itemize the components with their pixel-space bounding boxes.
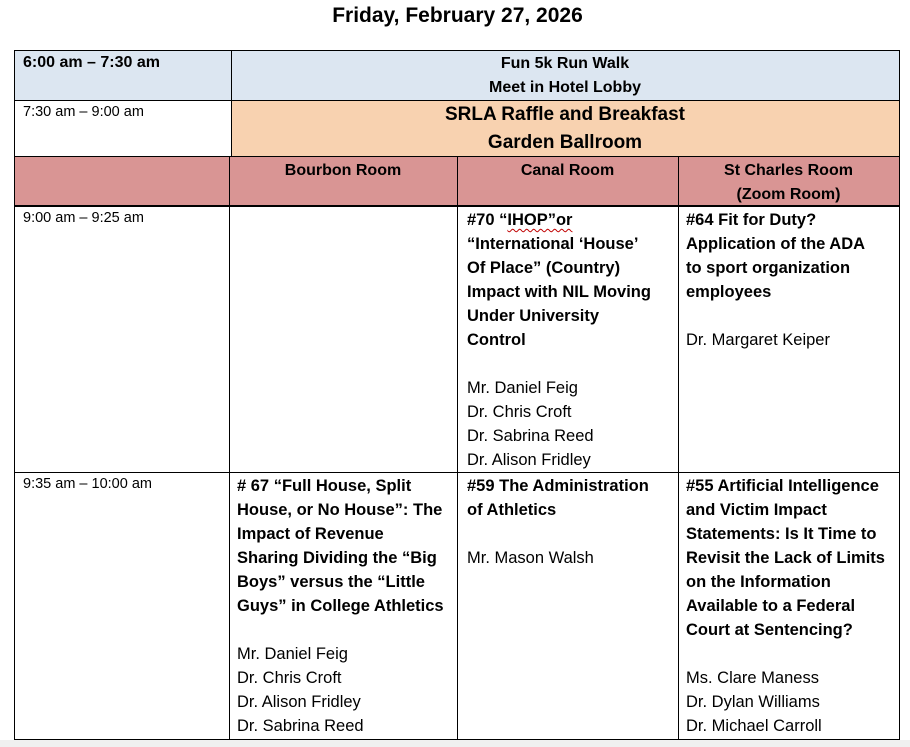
table-border-right — [899, 50, 900, 740]
presenter: Dr. Michael Carroll — [686, 717, 822, 735]
table-rule — [14, 100, 900, 101]
session-title: #55 Artificial Intelligence — [686, 477, 879, 495]
slot1-time-cell — [14, 206, 229, 472]
presenter: Mr. Daniel Feig — [237, 645, 348, 663]
breakfast-time: 7:30 am – 9:00 am — [23, 104, 144, 120]
slot1-bourbon-cell — [229, 206, 457, 472]
breakfast-time-cell — [14, 100, 231, 156]
presenter: Ms. Clare Maness — [686, 669, 819, 687]
slot2-time-cell — [14, 472, 229, 740]
slot2-time: 9:35 am – 10:00 am — [23, 476, 152, 492]
slot1-time: 9:00 am – 9:25 am — [23, 210, 144, 226]
fun-run-location: Meet in Hotel Lobby — [489, 79, 641, 96]
table-border-left — [14, 50, 15, 740]
table-rule — [229, 156, 230, 740]
page-title: Friday, February 27, 2026 — [332, 4, 583, 27]
slot1-st-charles-session: #64 Fit for Duty? Application of the ADA to sport organization employees Dr. Margaret Keiper — [678, 206, 899, 472]
table-rule — [231, 50, 232, 156]
page-bottom-edge — [0, 740, 910, 747]
table-rule — [457, 156, 458, 740]
fun-run-time-cell — [14, 51, 231, 100]
presenter: Dr. Sabrina Reed — [237, 717, 364, 735]
table-rule — [678, 156, 679, 740]
slot1-canal-session: #70 “IHOP”or “International ‘House’ Of Place” (Country) Impact with NIL Moving Under University Control Mr. Daniel Feig Dr. Chris Croft Dr. Sabrina Reed Dr. Alison Fridley — [459, 206, 678, 472]
presenter: Dr. Sabrina Reed — [467, 427, 594, 445]
room-header-canal: Canal Room — [520, 162, 615, 179]
session-title: #64 Fit for Duty? — [686, 211, 817, 229]
room-header-st-charles: St Charles Room (Zoom Room) — [724, 162, 853, 203]
table-border-top — [14, 50, 900, 51]
presenter: Dr. Alison Fridley — [467, 451, 591, 469]
session-title: #59 The Administration — [467, 477, 649, 495]
presenter: Dr. Chris Croft — [237, 669, 342, 687]
slot2-canal-session: #59 The Administration of Athletics Mr. Mason Walsh — [459, 472, 678, 740]
fun-run-title: Fun 5k Run Walk — [500, 55, 630, 72]
session-title: # 67 “Full House, Split — [237, 477, 412, 495]
fun-run-event-cell — [231, 51, 899, 100]
slot2-st-charles-session: #55 Artificial Intelligence and Victim Impact Statements: Is It Time to Revisit the Lack of Limits on the Information Available to a Federal Court at Sentencing? Ms. Clare Maness Dr. Dylan Williams Dr. Michael Carroll — [678, 472, 899, 740]
presenter: Dr. Margaret Keiper — [686, 331, 830, 349]
breakfast-title: SRLA Raffle and Breakfast — [444, 104, 686, 125]
session-title: #70 “IHOP”or — [467, 211, 573, 229]
presenter: Dr. Dylan Williams — [686, 693, 820, 711]
presenter: Dr. Chris Croft — [467, 403, 572, 421]
breakfast-event-cell — [231, 100, 899, 156]
room-header-bourbon: Bourbon Room — [284, 162, 402, 179]
presenter: Mr. Daniel Feig — [467, 379, 578, 397]
breakfast-location: Garden Ballroom — [487, 132, 643, 153]
presenter: Mr. Mason Walsh — [467, 549, 594, 567]
fun-run-time: 6:00 am – 7:30 am — [23, 54, 160, 71]
presenter: Dr. Alison Fridley — [237, 693, 361, 711]
slot2-bourbon-session: # 67 “Full House, Split House, or No House”: The Impact of Revenue Sharing Dividing the “Big Boys” versus the “Little Guys” in College Athletics Mr. Daniel Feig Dr. Chris Croft Dr. Alison Fridley Dr. Sabrina Reed — [229, 472, 457, 740]
